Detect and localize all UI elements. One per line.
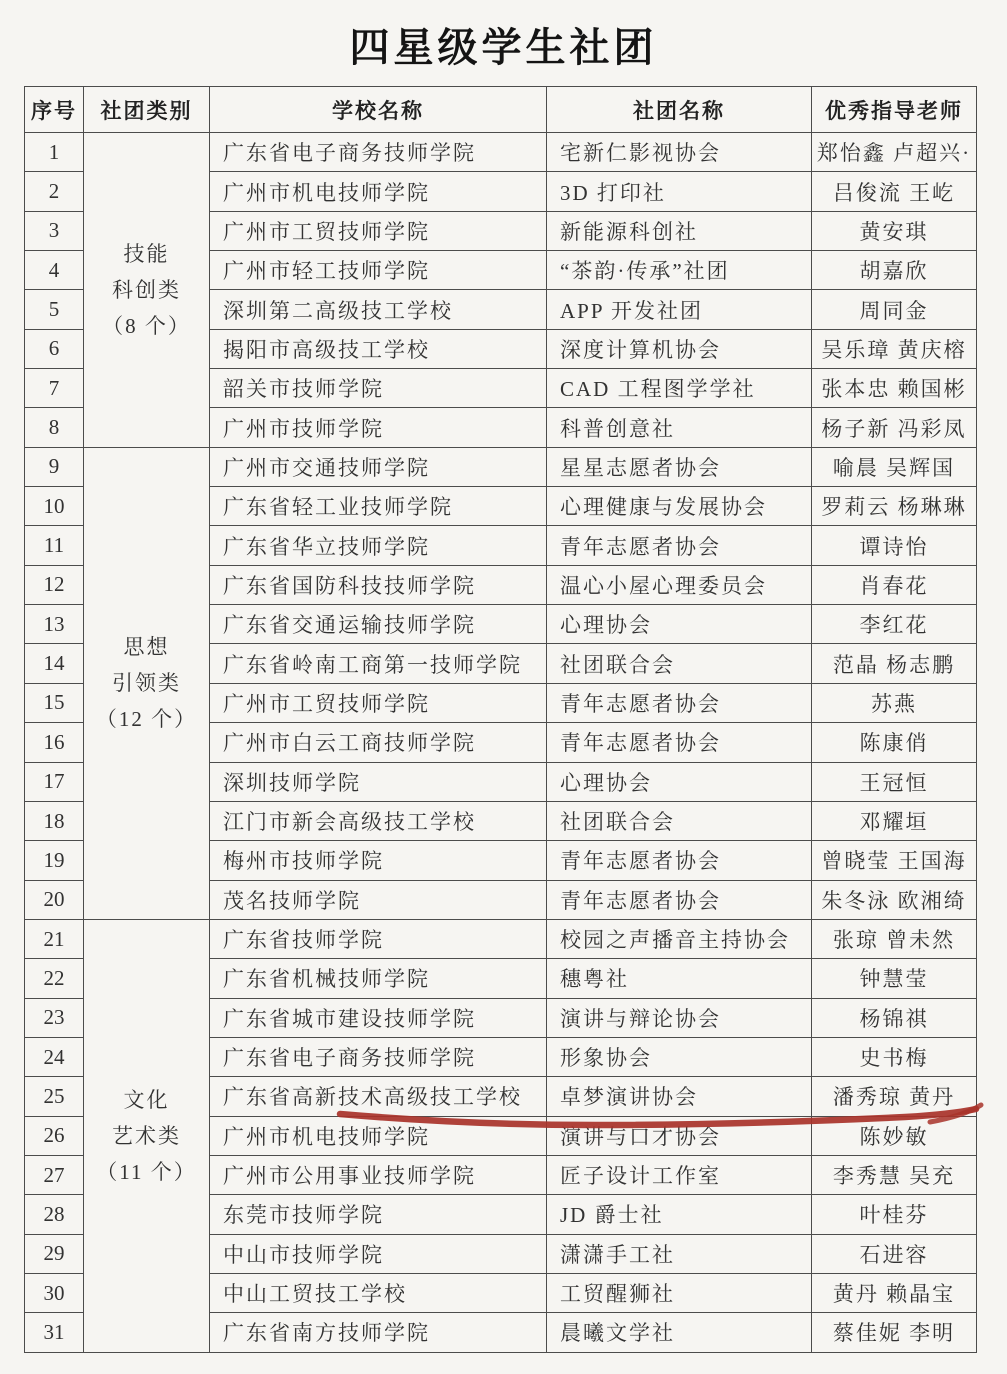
row-number-cell: 17 (25, 762, 84, 801)
school-cell: 广州市机电技师学院 (210, 172, 547, 211)
category-cell (84, 919, 210, 1352)
teachers-cell: 曾晓莹 王国海 (812, 841, 977, 880)
column-header-teachers: 优秀指导老师 (812, 87, 977, 133)
club-cell: 心理协会 (547, 605, 812, 644)
school-cell: 广东省技师学院 (210, 919, 547, 958)
teachers-cell: 朱冬泳 欧湘绮 (812, 880, 977, 919)
club-cell: 科普创意社 (547, 408, 812, 447)
club-cell: 社团联合会 (547, 644, 812, 683)
school-cell: 深圳第二高级技工学校 (210, 290, 547, 329)
teachers-cell: 罗莉云 杨琳琳 (812, 487, 977, 526)
club-cell: 校园之声播音主持协会 (547, 919, 812, 958)
row-number-cell: 19 (25, 841, 84, 880)
row-number-cell: 13 (25, 605, 84, 644)
row-number-cell: 28 (25, 1195, 84, 1234)
row-number-cell: 7 (25, 369, 84, 408)
row-number-cell: 10 (25, 487, 84, 526)
school-cell: 广东省岭南工商第一技师学院 (210, 644, 547, 683)
school-cell: 广州市公用事业技师学院 (210, 1155, 547, 1194)
teachers-cell: 史书梅 (812, 1037, 977, 1076)
category-label-line: （8 个） (102, 313, 191, 338)
category-label-line: （12 个） (95, 707, 198, 732)
school-cell: 韶关市技师学院 (210, 369, 547, 408)
club-cell: 形象协会 (547, 1037, 812, 1076)
school-cell: 广东省南方技师学院 (210, 1313, 547, 1352)
row-number-cell: 18 (25, 801, 84, 840)
club-cell: 工贸醒狮社 (547, 1273, 812, 1312)
row-number-cell: 31 (25, 1313, 84, 1352)
club-cell: “茶韵·传承”社团 (547, 251, 812, 290)
column-header-school: 学校名称 (210, 87, 547, 133)
category-cell (84, 133, 210, 448)
club-cell: 青年志愿者协会 (547, 841, 812, 880)
club-cell: 心理协会 (547, 762, 812, 801)
row-number-cell: 27 (25, 1155, 84, 1194)
row-number-cell: 15 (25, 683, 84, 722)
club-cell: 3D 打印社 (547, 172, 812, 211)
teachers-cell: 杨锦祺 (812, 998, 977, 1037)
club-cell: 匠子设计工作室 (547, 1155, 812, 1194)
header-row (25, 87, 977, 133)
school-cell: 广州市交通技师学院 (210, 447, 547, 486)
teachers-cell: 张本忠 赖国彬 (812, 369, 977, 408)
row-number-cell: 23 (25, 998, 84, 1037)
teachers-cell: 黄安琪 (812, 211, 977, 250)
school-cell: 揭阳市高级技工学校 (210, 329, 547, 368)
row-number-cell: 11 (25, 526, 84, 565)
teachers-cell: 范晶 杨志鹏 (812, 644, 977, 683)
teachers-cell: 陈康俏 (812, 723, 977, 762)
teachers-cell: 吕俊流 王屹 (812, 172, 977, 211)
column-header-club: 社团名称 (547, 87, 812, 133)
row-number-cell: 25 (25, 1077, 84, 1116)
school-cell: 广州市机电技师学院 (210, 1116, 547, 1155)
category-label-line: 科创类 (112, 277, 181, 302)
teachers-cell: 石进容 (812, 1234, 977, 1273)
club-cell: 青年志愿者协会 (547, 880, 812, 919)
row-number-cell: 3 (25, 211, 84, 250)
clubs-table (24, 86, 977, 1353)
club-cell: 社团联合会 (547, 801, 812, 840)
school-cell: 广州市轻工技师学院 (210, 251, 547, 290)
row-number-cell: 29 (25, 1234, 84, 1273)
category-label-line: 引领类 (112, 671, 181, 696)
school-cell: 广东省交通运输技师学院 (210, 605, 547, 644)
school-cell: 广东省国防科技技师学院 (210, 565, 547, 604)
school-cell: 中山市技师学院 (210, 1234, 547, 1273)
row-number-cell: 24 (25, 1037, 84, 1076)
teachers-cell: 谭诗怡 (812, 526, 977, 565)
club-cell: 深度计算机协会 (547, 329, 812, 368)
club-cell: 演讲与口才协会 (547, 1116, 812, 1155)
teachers-cell: 陈妙敏 (812, 1116, 977, 1155)
teachers-cell: 王冠恒 (812, 762, 977, 801)
table-row (25, 133, 977, 172)
club-cell: 晨曦文学社 (547, 1313, 812, 1352)
club-cell: 青年志愿者协会 (547, 526, 812, 565)
club-cell: 演讲与辩论协会 (547, 998, 812, 1037)
row-number-cell: 6 (25, 329, 84, 368)
teachers-cell: 喻晨 吴辉国 (812, 447, 977, 486)
club-cell: APP 开发社团 (547, 290, 812, 329)
club-cell: 穗粤社 (547, 959, 812, 998)
club-cell: 心理健康与发展协会 (547, 487, 812, 526)
school-cell: 广州市白云工商技师学院 (210, 723, 547, 762)
school-cell: 广州市工贸技师学院 (210, 683, 547, 722)
teachers-cell: 苏燕 (812, 683, 977, 722)
school-cell: 广东省华立技师学院 (210, 526, 547, 565)
teachers-cell: 潘秀琼 黄丹 (812, 1077, 977, 1116)
teachers-cell: 叶桂芬 (812, 1195, 977, 1234)
row-number-cell: 14 (25, 644, 84, 683)
category-label-line: （11 个） (96, 1159, 197, 1184)
teachers-cell: 吴乐璋 黄庆榕 (812, 329, 977, 368)
teachers-cell: 杨子新 冯彩凤 (812, 408, 977, 447)
category-label-line: 思想 (123, 635, 170, 660)
school-cell: 东莞市技师学院 (210, 1195, 547, 1234)
school-cell: 中山工贸技工学校 (210, 1273, 547, 1312)
school-cell: 广东省高新技术高级技工学校 (210, 1077, 547, 1116)
teachers-cell: 李红花 (812, 605, 977, 644)
club-cell: 新能源科创社 (547, 211, 812, 250)
club-cell: 宅新仁影视协会 (547, 133, 812, 172)
school-cell: 茂名技师学院 (210, 880, 547, 919)
column-header-number: 序号 (25, 87, 84, 133)
club-cell: 卓梦演讲协会 (547, 1077, 812, 1116)
row-number-cell: 5 (25, 290, 84, 329)
row-number-cell: 2 (25, 172, 84, 211)
club-cell: 星星志愿者协会 (547, 447, 812, 486)
teachers-cell: 蔡佳妮 李明 (812, 1313, 977, 1352)
page-title: 四星级学生社团 (349, 25, 658, 70)
teachers-cell: 张琼 曾未然 (812, 919, 977, 958)
column-header-category: 社团类别 (84, 87, 210, 133)
club-cell: CAD 工程图学学社 (547, 369, 812, 408)
club-cell: 温心小屋心理委员会 (547, 565, 812, 604)
row-number-cell: 4 (25, 251, 84, 290)
teachers-cell: 周同金 (812, 290, 977, 329)
school-cell: 梅州市技师学院 (210, 841, 547, 880)
teachers-cell: 钟慧莹 (812, 959, 977, 998)
table-row (25, 919, 977, 958)
category-label-line: 文化 (123, 1087, 170, 1112)
row-number-cell: 30 (25, 1273, 84, 1312)
row-number-cell: 22 (25, 959, 84, 998)
school-cell: 广东省机械技师学院 (210, 959, 547, 998)
category-cell (84, 447, 210, 919)
teachers-cell: 肖春花 (812, 565, 977, 604)
table-row (25, 447, 977, 486)
category-label-line: 技能 (123, 241, 170, 266)
teachers-cell: 黄丹 赖晶宝 (812, 1273, 977, 1312)
school-cell: 广东省电子商务技师学院 (210, 1037, 547, 1076)
row-number-cell: 21 (25, 919, 84, 958)
club-cell: 青年志愿者协会 (547, 723, 812, 762)
row-number-cell: 16 (25, 723, 84, 762)
teachers-cell: 邓耀垣 (812, 801, 977, 840)
teachers-cell: 郑怡鑫 卢超兴· (812, 133, 977, 172)
table-header (25, 87, 977, 133)
school-cell: 广东省城市建设技师学院 (210, 998, 547, 1037)
club-cell: JD 爵士社 (547, 1195, 812, 1234)
row-number-cell: 8 (25, 408, 84, 447)
school-cell: 深圳技师学院 (210, 762, 547, 801)
school-cell: 广东省电子商务技师学院 (210, 133, 547, 172)
row-number-cell: 12 (25, 565, 84, 604)
row-number-cell: 9 (25, 447, 84, 486)
teachers-cell: 胡嘉欣 (812, 251, 977, 290)
school-cell: 广州市工贸技师学院 (210, 211, 547, 250)
school-cell: 江门市新会高级技工学校 (210, 801, 547, 840)
school-cell: 广东省轻工业技师学院 (210, 487, 547, 526)
row-number-cell: 1 (25, 133, 84, 172)
club-cell: 青年志愿者协会 (547, 683, 812, 722)
teachers-cell: 李秀慧 吴充 (812, 1155, 977, 1194)
row-number-cell: 20 (25, 880, 84, 919)
club-cell: 潇潇手工社 (547, 1234, 812, 1273)
category-label-line: 艺术类 (112, 1123, 181, 1148)
row-number-cell: 26 (25, 1116, 84, 1155)
table-body (25, 133, 977, 1353)
school-cell: 广州市技师学院 (210, 408, 547, 447)
